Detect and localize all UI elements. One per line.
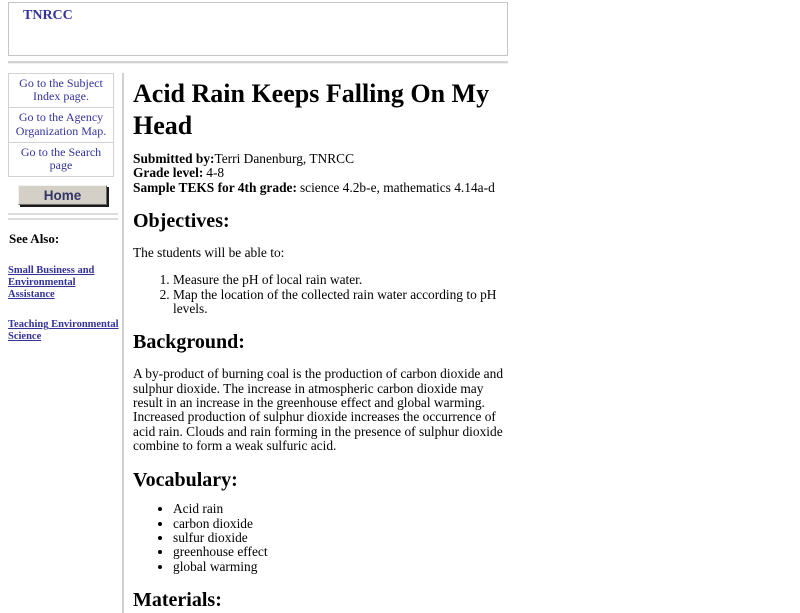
vocabulary-item: • Acid rain xyxy=(173,502,508,516)
page-title: Acid Rain Keeps Falling On My Head xyxy=(133,79,490,140)
sidebar-divider-rule xyxy=(8,213,118,220)
sample-teks-line xyxy=(133,181,508,195)
vocabulary-list xyxy=(133,502,508,574)
sidebar-link-subject-index[interactable]: Go to the Subject Index page. xyxy=(8,73,114,108)
tnrcc-logo-link[interactable]: TNRCC xyxy=(23,8,73,23)
vocabulary-item: • greenhouse effect xyxy=(173,545,508,559)
home-button[interactable]: Home xyxy=(18,185,107,205)
page xyxy=(8,2,508,613)
background-paragraph: A by-product of burning coal is the production of carbon dioxide and sulphur dioxide. The increase in atmospheric carbon dioxide may result in an increase in the greenhouse effect and global warming. Increased production of sulphur dioxide increases the occurrence of acid rain. Clouds and rain forming in the presence of sulphur dioxide combine to form a weak sulfuric acid. xyxy=(133,366,504,454)
header-divider-rule xyxy=(8,61,508,64)
sidebar-nav xyxy=(8,73,114,177)
objective-item: 2. Map the location of the collected rain water according to pH levels. xyxy=(173,288,508,317)
sidebar-link-search-page[interactable]: Go to the Search page xyxy=(8,142,114,177)
objective-item: 1. Measure the pH of local rain water. xyxy=(173,273,508,287)
background-heading: Background: xyxy=(133,331,245,354)
content-divider-rule xyxy=(122,73,124,613)
submitted-by-line xyxy=(133,152,508,166)
sample-teks-value: science 4.2b-e, mathematics 4.14a-d xyxy=(299,179,495,195)
main-content xyxy=(133,73,508,613)
grade-level-label: Grade level: xyxy=(133,165,204,181)
header-logo-box xyxy=(8,2,508,56)
grade-level-value: 4-8 xyxy=(206,165,225,181)
lesson-meta xyxy=(133,152,508,195)
vocabulary-heading: Vocabulary: xyxy=(133,468,238,491)
see-also-link-teaching-environmental-science[interactable]: Teaching Environmental Science xyxy=(8,319,119,343)
layout xyxy=(8,73,508,613)
objectives-heading: Objectives: xyxy=(133,210,230,233)
submitted-by-value: Terri Danenburg, TNRCC xyxy=(214,150,355,166)
materials-heading: Materials: xyxy=(133,589,222,612)
vocabulary-item: • carbon dioxide xyxy=(173,517,508,531)
sample-teks-label: Sample TEKS for 4th grade: xyxy=(133,179,297,195)
grade-level-line xyxy=(133,166,508,180)
sidebar xyxy=(8,73,119,613)
vocabulary-item: • sulfur dioxide xyxy=(173,531,508,545)
submitted-by-label: Submitted by: xyxy=(133,150,215,166)
objectives-list xyxy=(133,273,508,316)
sidebar-link-agency-organization-map[interactable]: Go to the Agency Organization Map. xyxy=(8,107,114,142)
objectives-intro: The students will be able to: xyxy=(133,244,285,260)
see-also-link-small-business-environmental-assistance[interactable]: Small Business and Environmental Assistance xyxy=(8,265,95,301)
see-also-heading: See Also: xyxy=(9,231,60,247)
vocabulary-item: • global warming xyxy=(173,560,508,574)
